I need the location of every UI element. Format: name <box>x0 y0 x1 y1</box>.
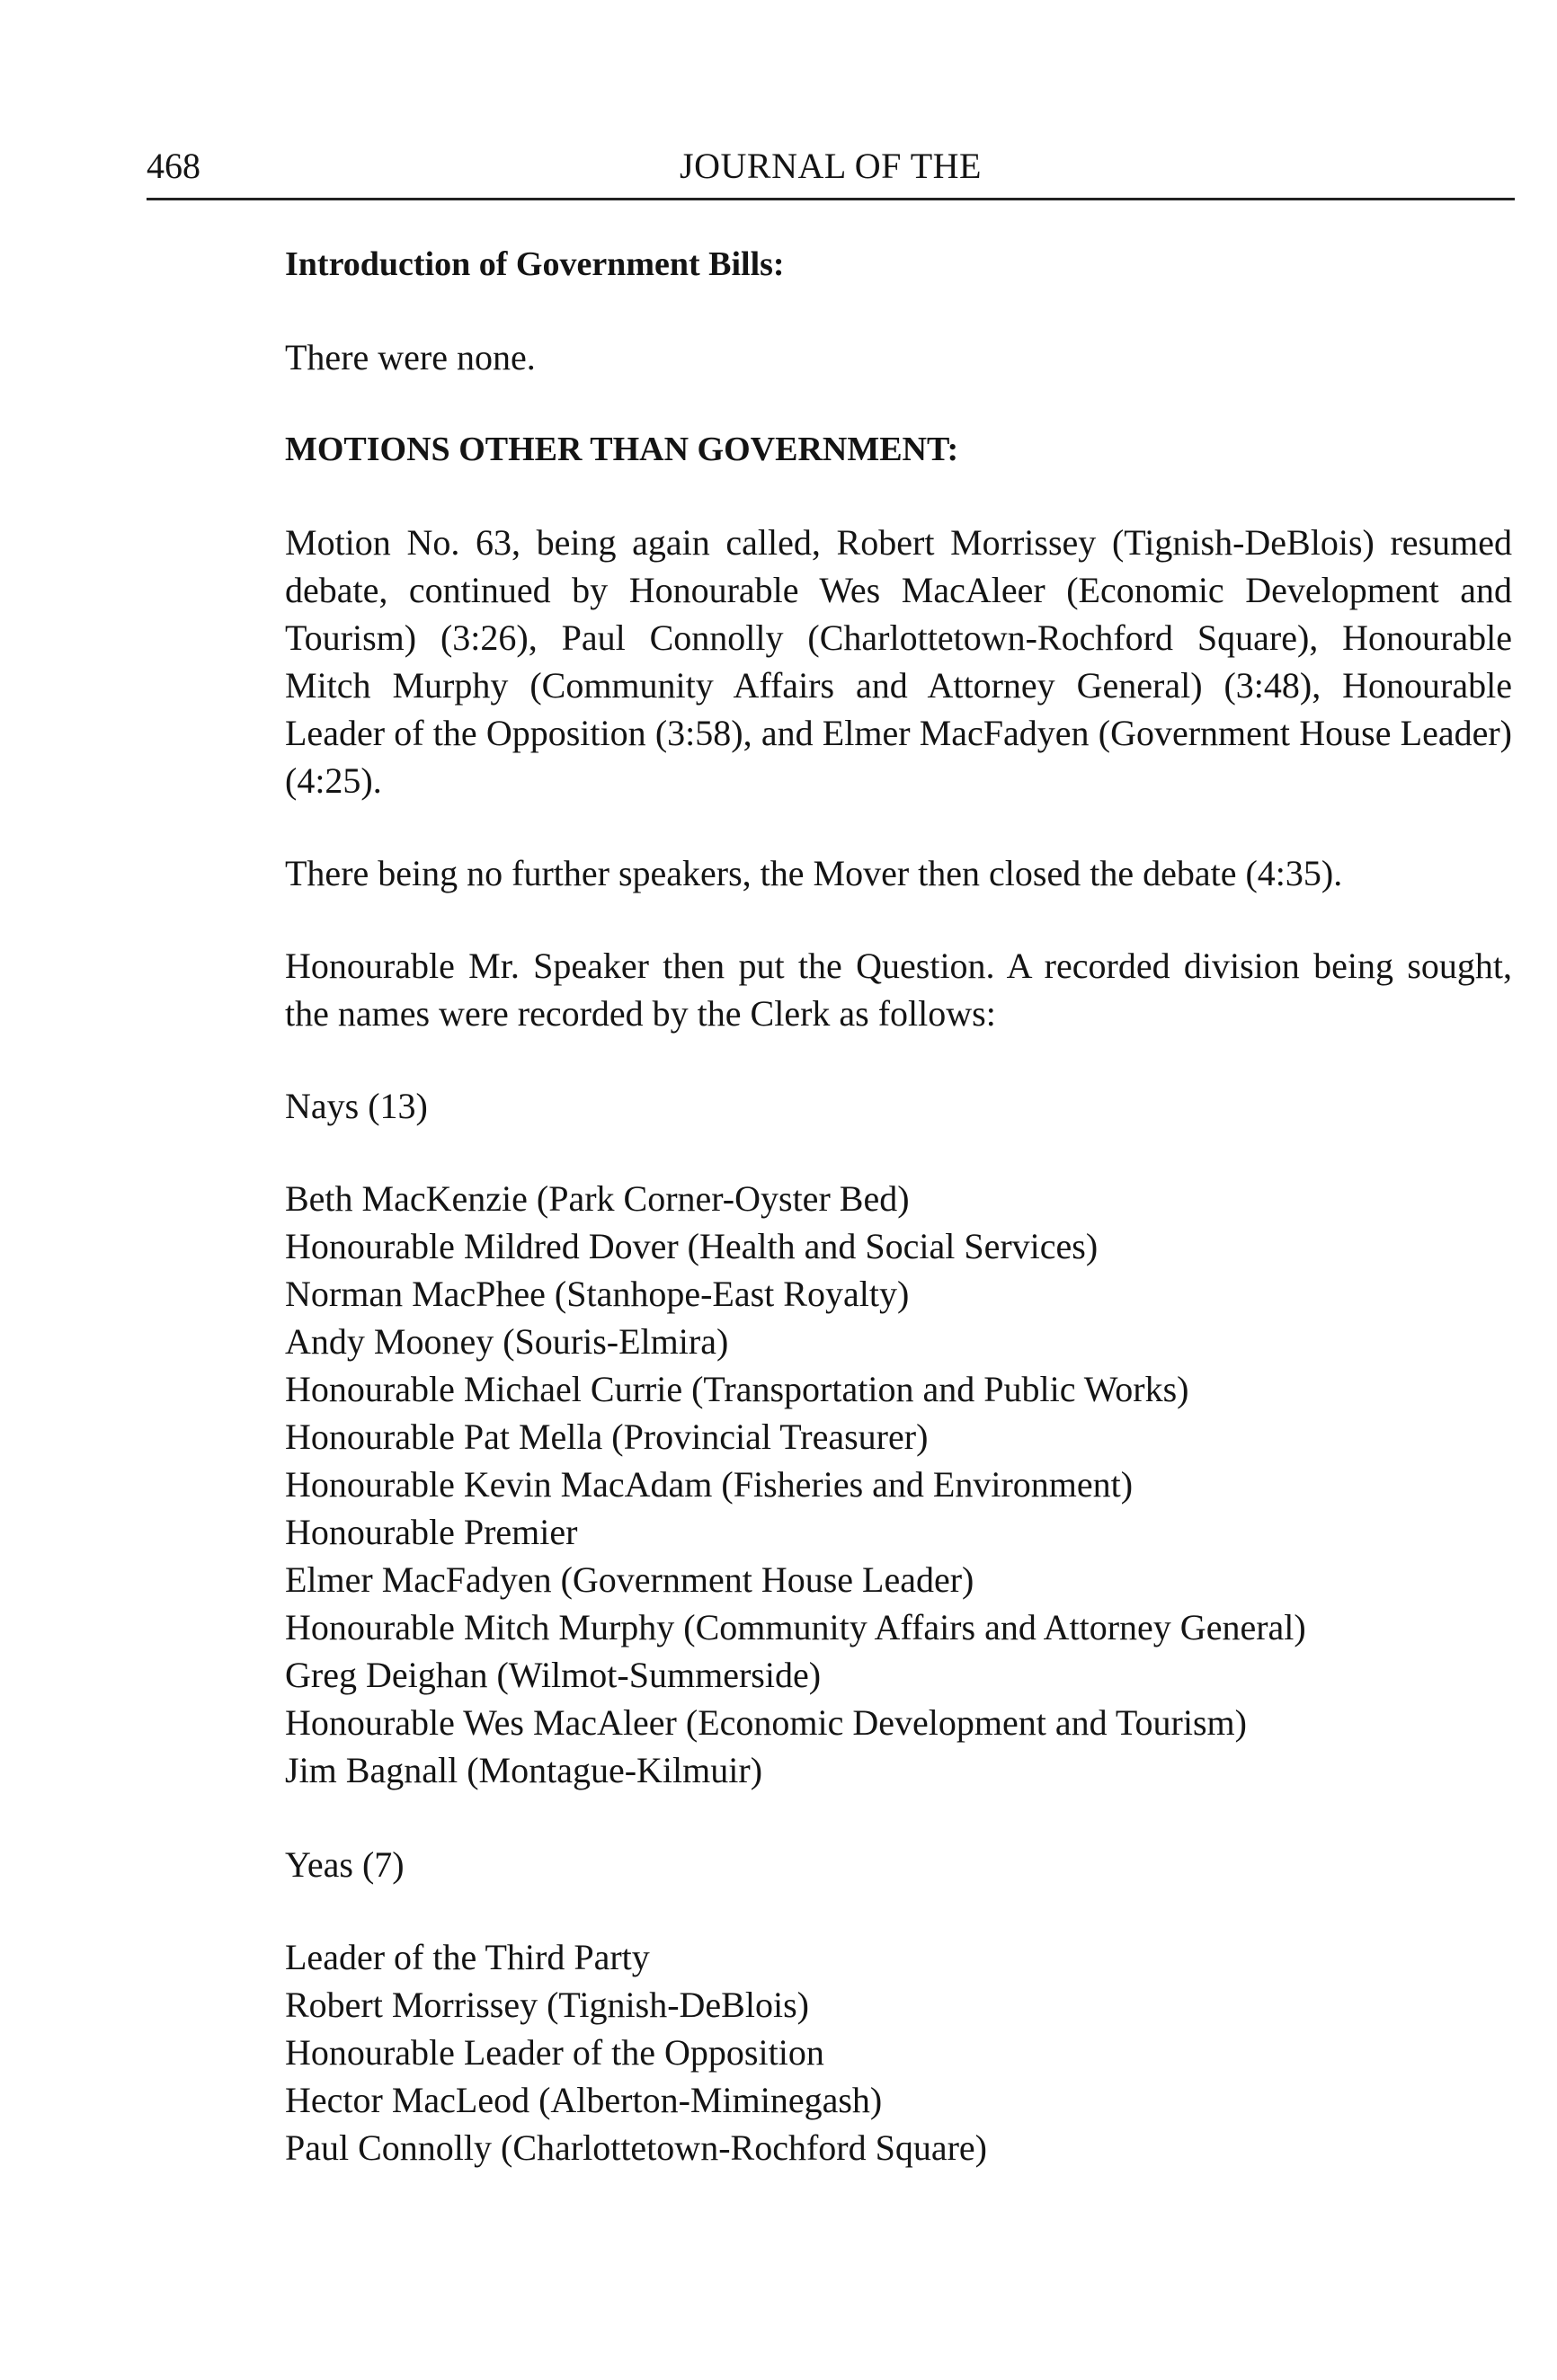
list-item: Honourable Wes MacAleer (Economic Development and Tourism) <box>285 1702 1247 1743</box>
yeas-list <box>285 1933 1512 2171</box>
page-number: 468 <box>147 146 200 186</box>
list-item: Elmer MacFadyen (Government House Leader) <box>285 1559 974 1600</box>
government-bills-heading: Introduction of Government Bills: <box>285 245 785 283</box>
yeas-label: Yeas (7) <box>285 1844 405 1885</box>
journal-body <box>285 241 1512 2171</box>
list-item: Hector MacLeod (Alberton-Miminegash) <box>285 2080 883 2120</box>
nays-list <box>285 1175 1512 1794</box>
list-item: Jim Bagnall (Montague-Kilmuir) <box>285 1750 763 1790</box>
list-item: Honourable Mildred Dover (Health and Social Services) <box>285 1226 1099 1266</box>
list-item: Honourable Pat Mella (Provincial Treasurer) <box>285 1416 929 1457</box>
list-item: Honourable Leader of the Opposition <box>285 2032 824 2073</box>
list-item: Honourable Michael Currie (Transportation and Public Works) <box>285 1369 1189 1409</box>
list-item: Honourable Mitch Murphy (Community Affairs and Attorney General) <box>285 1607 1306 1647</box>
list-item: Paul Connolly (Charlottetown-Rochford Square) <box>285 2127 987 2168</box>
government-bills-text: There were none. <box>285 337 536 377</box>
nays-label: Nays (13) <box>285 1086 428 1126</box>
list-item: Honourable Kevin MacAdam (Fisheries and Environment) <box>285 1464 1134 1505</box>
running-head <box>147 139 1515 193</box>
question-put-paragraph: Honourable Mr. Speaker then put the Question. A recorded division being sought, the names were recorded by the Clerk as follows: <box>285 946 1512 1034</box>
running-title: JOURNAL OF THE <box>680 146 982 186</box>
motion-debate-paragraph: Motion No. 63, being again called, Robert Morrissey (Tignish-DeBlois) resumed debate, continued by Honourable Wes MacAleer (Economic Development and Tourism) (3:26), Paul Connolly (Charlottetown-Rochford Square), Honourable Mitch Murphy (Community Affairs and Attorney General) (3:48), Honourable Leader of the Opposition (3:58), and Elmer MacFadyen (Government House Leader) (4:25). <box>285 522 1512 801</box>
debate-closed-paragraph: There being no further speakers, the Mover then closed the debate (4:35). <box>285 853 1343 893</box>
list-item: Leader of the Third Party <box>285 1937 650 1977</box>
list-item: Robert Morrissey (Tignish-DeBlois) <box>285 1985 809 2025</box>
motions-heading: MOTIONS OTHER THAN GOVERNMENT: <box>285 431 959 468</box>
list-item: Honourable Premier <box>285 1512 578 1552</box>
list-item: Norman MacPhee (Stanhope-East Royalty) <box>285 1274 910 1314</box>
list-item: Beth MacKenzie (Park Corner-Oyster Bed) <box>285 1178 910 1219</box>
list-item: Andy Mooney (Souris-Elmira) <box>285 1321 729 1362</box>
list-item: Greg Deighan (Wilmot-Summerside) <box>285 1655 822 1695</box>
header-rule <box>147 198 1515 200</box>
